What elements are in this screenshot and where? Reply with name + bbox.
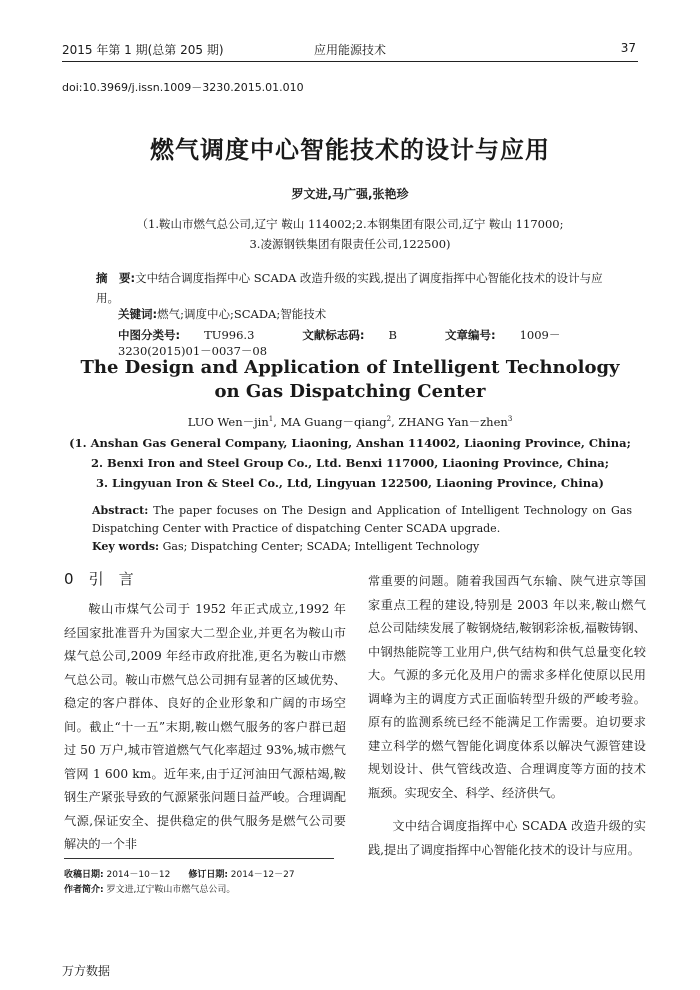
abstract-text: 文中结合调度指挥中心 SCADA 改造升级的实践,提出了调度指挥中心智能化技术的设计与应用。: [96, 271, 603, 305]
running-header: [62, 41, 638, 59]
body-paragraph: 文中结合调度指挥中心 SCADA 改造升级的实践,提出了调度指挥中心智能化技术的设计与应用。: [368, 819, 646, 857]
abstract-en-text: The paper focuses on The Design and Application of Intelligent Technology on Gas Dispatching Center with Practice of dispatching Center SCADA upgrade.: [92, 504, 632, 535]
affiliation-chinese: 3.凌源钢铁集团有限责任公司,122500): [249, 237, 451, 251]
author-bio-label: 作者简介:: [64, 885, 104, 895]
received-date: 2014－10－12: [106, 870, 171, 880]
abstract-chinese: [96, 268, 606, 308]
body-column-right: [368, 570, 646, 862]
body-paragraph: 常重要的问题。随着我国西气东输、陕气进京等国家重点工程的建设,特别是 2003 年以来,鞍山燃气总公司陆续发展了鞍钢烧结,鞍钢彩涂板,福鞍铸钢、中钢热能院等工业用户,供气结构和供气总量变化较大。气源的多元化及用户的需求多样化使原以民用调峰为主的调度方式正面临转型升级的严峻考验。原有的监测系统已经不能满足工作需要。迫切要求建立科学的燃气智能化调度体系以解决气源管建设规划设计、供气管线改造、合理调度等方面的技术瓶颈。实现安全、科学、经济供气。: [368, 574, 646, 800]
affiliation-english: 2. Benxi Iron and Steel Group Co., Ltd. Benxi 117000, Liaoning Province, China;: [90, 456, 610, 470]
title-english-line: on Gas Dispatching Center: [214, 381, 486, 402]
issue-info: 2015 年第 1 期(总第 205 期): [62, 43, 224, 57]
affiliation-chinese: （1.鞍山市燃气总公司,辽宁 鞍山 114002;2.本钢集团有限公司,辽宁 鞍山 117000;: [136, 217, 564, 231]
clc-value: TU996.3: [204, 328, 255, 342]
page-number: 37: [620, 41, 636, 55]
authors-english: [0, 414, 700, 430]
abstract-label: 摘 要:: [96, 271, 136, 285]
authors-chinese: 罗文进,马广强,张艳珍: [291, 187, 409, 201]
article-number-value: 1009－3230(2015)01－0037－08: [118, 328, 561, 358]
received-label: 收稿日期:: [64, 870, 104, 880]
affiliation-english: (1. Anshan Gas General Company, Liaoning, Anshan 114002, Liaoning Province, China;: [69, 436, 631, 450]
doc-code-label: 文献标志码:: [302, 328, 365, 342]
affiliation-english: 3. Lingyuan Iron & Steel Co., Ltd, Lingyuan 122500, Liaoning Province, China): [96, 476, 604, 490]
keywords-en-label: Key words:: [92, 540, 160, 553]
author-name: LUO Wen－jin: [187, 415, 269, 429]
author-bio: 罗文进,辽宁鞍山市燃气总公司。: [106, 885, 236, 895]
footnote-author: [64, 882, 235, 895]
section-heading: [64, 568, 134, 589]
keywords-label: 关键词:: [118, 307, 158, 321]
classification-line: [118, 327, 618, 359]
revised-label: 修订日期:: [188, 870, 228, 880]
section-number: 0: [64, 570, 74, 588]
keywords-chinese: [118, 306, 326, 322]
title-english: [0, 356, 700, 404]
keywords-en-text: Gas; Dispatching Center; SCADA; Intelligent Technology: [162, 540, 480, 553]
article-number-label: 文章编号:: [444, 328, 496, 342]
doi[interactable]: doi:10.3969/j.issn.1009－3230.2015.01.010: [62, 81, 304, 94]
author-name: , MA Guang－qiang: [273, 415, 387, 429]
section-title: 引 言: [88, 570, 134, 588]
header-rule: [62, 61, 638, 62]
watermark: 万方数据: [62, 964, 111, 978]
doc-code-value: B: [388, 328, 397, 342]
title-english-line: The Design and Application of Intelligent Technology: [80, 357, 620, 378]
revised-date: 2014－12－27: [230, 870, 295, 880]
footnote-dates: [64, 867, 295, 880]
body-column-left: [64, 598, 346, 857]
author-superscript: 1: [268, 415, 274, 424]
journal-name: 应用能源技术: [313, 43, 386, 57]
footnote-rule: [64, 858, 334, 859]
abstract-en-label: Abstract:: [92, 504, 149, 517]
keywords-english: [92, 540, 479, 553]
author-superscript: 3: [507, 415, 513, 424]
body-paragraph: 鞍山市煤气公司于 1952 年正式成立,1992 年经国家批准晋升为国家大二型企业,并更名为鞍山市煤气总公司,2009 年经市政府批准,更名为鞍山市燃气总公司。鞍山市燃气总公司拥有显著的区域优势、稳定的客户群体、良好的企业形象和广阔的市场空间。截止“十一五”末期,鞍山燃气服务的客户群已超过 50 万户,城市管道燃气气化率超过 93%,城市燃气管网 1 600 km。近年来,由于辽河油田气源枯竭,鞍钢生产紧张导致的气源紧张问题日益严峻。合理调配气源,保证安全、提供稳定的供气服务是燃气公司要解决的一个非: [64, 602, 346, 851]
title-chinese: 燃气调度中心智能技术的设计与应用: [150, 136, 550, 164]
author-superscript: 2: [386, 415, 392, 424]
clc-label: 中图分类号:: [118, 328, 181, 342]
author-name: , ZHANG Yan－zhen: [391, 415, 508, 429]
abstract-english: [92, 502, 632, 538]
keywords-text: 燃气;调度中心;SCADA;智能技术: [157, 307, 327, 321]
